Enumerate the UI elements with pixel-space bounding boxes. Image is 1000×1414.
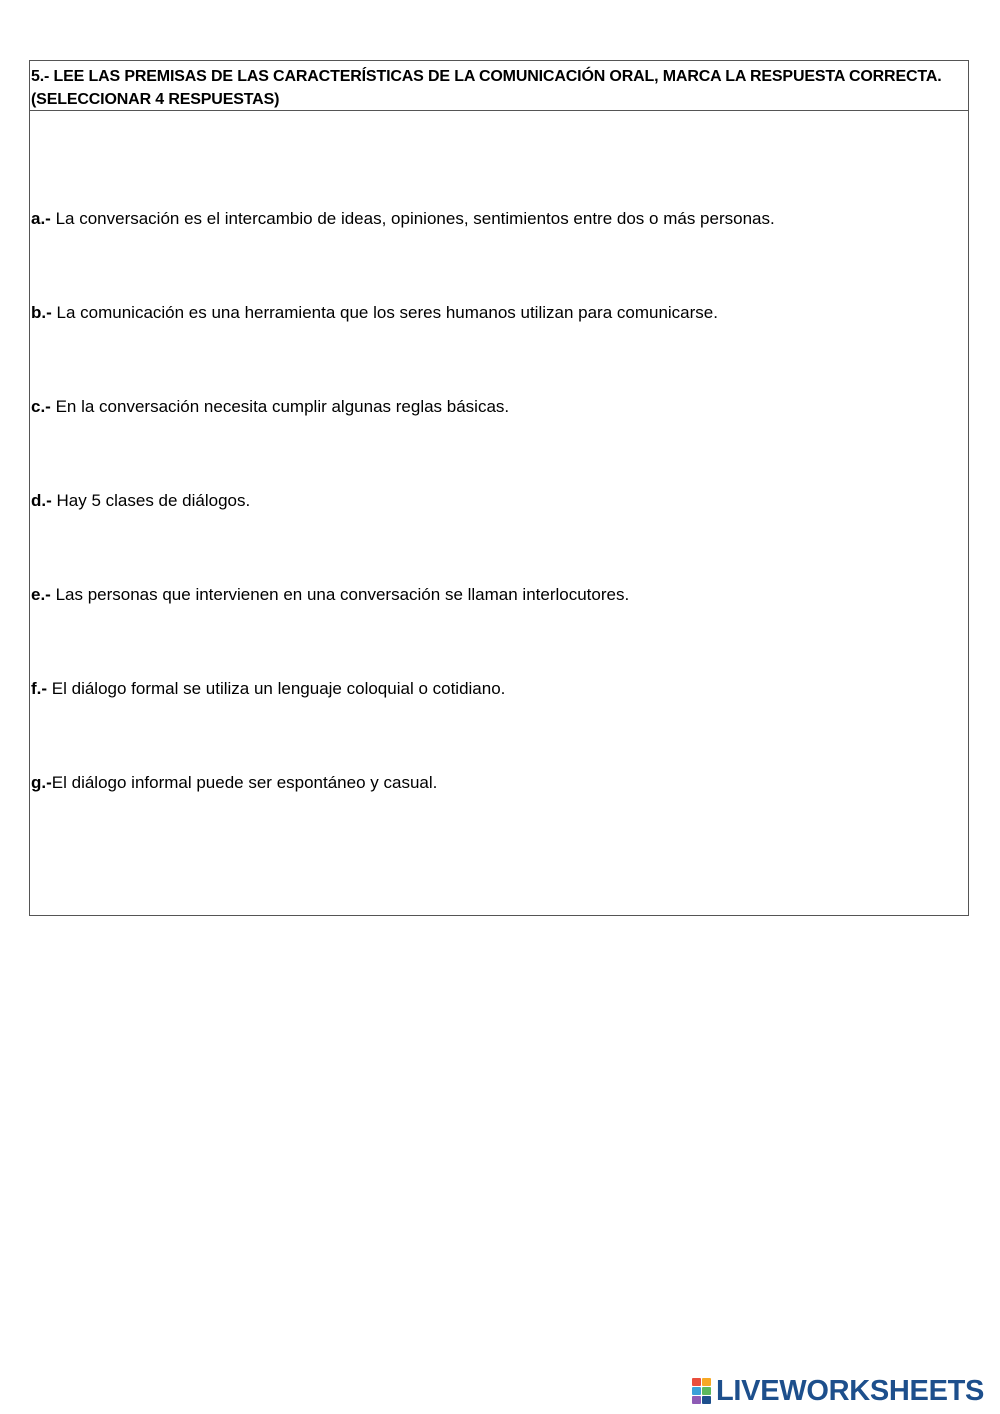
option-text: En la conversación necesita cumplir algunas reglas básicas. <box>50 397 510 416</box>
logo-tile <box>692 1387 701 1395</box>
question-box <box>29 60 969 916</box>
option-text: El diálogo formal se utiliza un lenguaje coloquial o cotidiano. <box>47 679 506 698</box>
option-text: El diálogo informal puede ser espontáneo y casual. <box>51 773 438 792</box>
question-instruction: (SELECCIONAR 4 RESPUESTAS) <box>31 91 280 108</box>
option-letter: e.- <box>31 585 51 604</box>
option-text: Hay 5 clases de diálogos. <box>51 491 251 510</box>
option-letter: d.- <box>31 491 52 510</box>
option-b[interactable] <box>31 302 718 324</box>
option-e[interactable] <box>31 584 629 606</box>
question-title: 5.- LEE LAS PREMISAS DE LAS CARACTERÍSTICAS DE LA COMUNICACIÓN ORAL, MARCA LA RESPUESTA CORRECTA. <box>31 68 942 85</box>
option-a[interactable] <box>31 208 775 230</box>
option-letter: f.- <box>31 679 48 698</box>
logo-tile <box>702 1387 711 1395</box>
option-letter: c.- <box>31 397 51 416</box>
option-text: La comunicación es una herramienta que los seres humanos utilizan para comunicarse. <box>51 303 718 322</box>
logo-tile <box>702 1396 711 1404</box>
option-g[interactable] <box>31 772 437 794</box>
logo-tile <box>692 1396 701 1404</box>
logo-tile <box>702 1378 711 1386</box>
option-f[interactable] <box>31 678 505 700</box>
question-header <box>30 61 968 111</box>
option-text: La conversación es el intercambio de ideas, opiniones, sentimientos entre dos o más personas. <box>50 209 775 228</box>
brand-name: LIVEWORKSHEETS <box>716 1375 985 1407</box>
option-letter: g.- <box>31 773 52 792</box>
option-c[interactable] <box>31 396 509 418</box>
option-letter: b.- <box>31 303 52 322</box>
option-text: Las personas que intervienen en una conversación se llaman interlocutores. <box>50 585 630 604</box>
liveworksheets-brand[interactable] <box>692 1376 984 1406</box>
logo-tile <box>692 1378 701 1386</box>
liveworksheets-logo-icon <box>692 1378 712 1404</box>
option-letter: a.- <box>31 209 51 228</box>
option-d[interactable] <box>31 490 250 512</box>
